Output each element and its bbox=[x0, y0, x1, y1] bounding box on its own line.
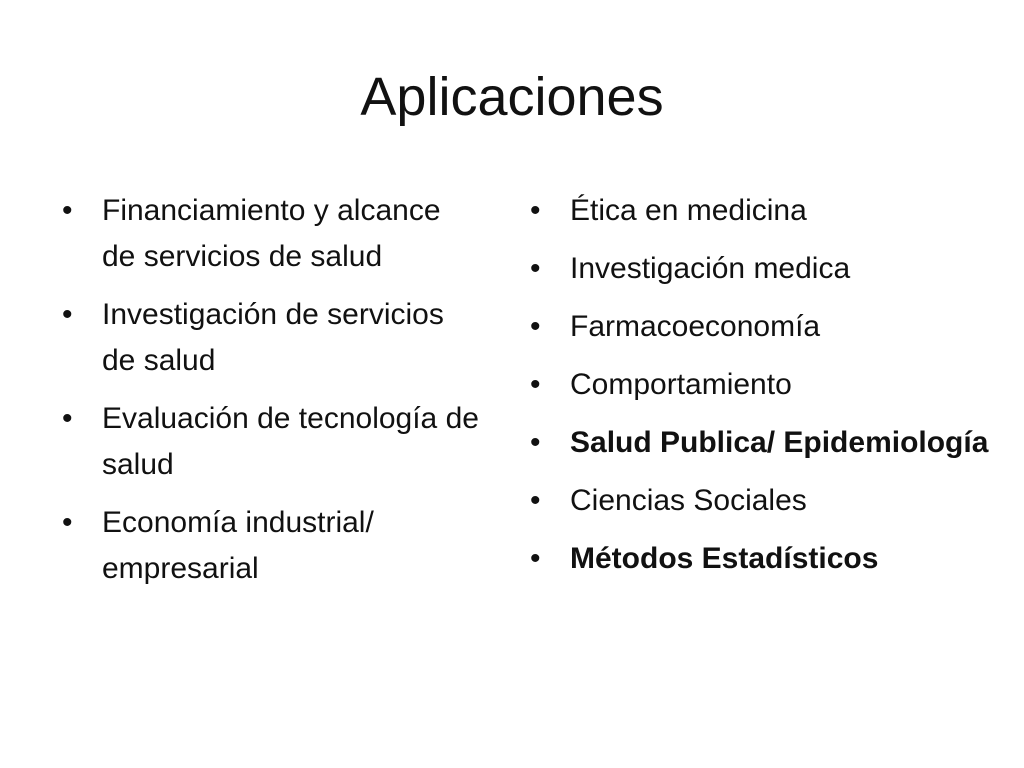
list-item-text: Evaluación de tecnología de salud bbox=[102, 402, 479, 481]
bullet-icon: • bbox=[62, 506, 73, 539]
list-item-text: Salud Publica/ Epidemiología bbox=[570, 426, 989, 459]
list-item-text: Métodos Estadísticos bbox=[570, 542, 879, 575]
list-item bbox=[62, 396, 482, 488]
right-bullet-list bbox=[530, 188, 990, 594]
list-item-text: Farmacoeconomía bbox=[570, 310, 821, 343]
slide-title: Aplicaciones bbox=[360, 67, 664, 127]
list-item bbox=[530, 478, 990, 524]
list-item-text: Investigación medica bbox=[570, 252, 851, 285]
bullet-icon: • bbox=[530, 542, 541, 575]
bullet-icon: • bbox=[530, 252, 541, 285]
list-item bbox=[530, 304, 990, 350]
list-item-text: Investigación de servicios de salud bbox=[102, 298, 444, 377]
list-item bbox=[530, 362, 990, 408]
bullet-icon: • bbox=[530, 310, 541, 343]
bullet-icon: • bbox=[62, 194, 73, 227]
list-item-text: Comportamiento bbox=[570, 368, 792, 401]
list-item bbox=[530, 188, 990, 234]
bullet-icon: • bbox=[62, 402, 73, 435]
list-item bbox=[530, 536, 990, 582]
bullet-icon: • bbox=[530, 426, 541, 459]
bullet-icon: • bbox=[62, 298, 73, 331]
list-item-text: Ciencias Sociales bbox=[570, 484, 807, 517]
bullet-icon: • bbox=[530, 368, 541, 401]
list-item bbox=[62, 500, 482, 592]
bullet-icon: • bbox=[530, 194, 541, 227]
bullet-icon: • bbox=[530, 484, 541, 517]
list-item bbox=[62, 292, 482, 384]
list-item bbox=[530, 420, 990, 466]
list-item bbox=[62, 188, 482, 280]
list-item-text: Ética en medicina bbox=[570, 194, 807, 227]
left-bullet-list bbox=[62, 188, 482, 604]
list-item-text: Economía industrial/ empresarial bbox=[102, 506, 374, 585]
list-item bbox=[530, 246, 990, 292]
list-item-text: Financiamiento y alcance de servicios de salud bbox=[102, 194, 441, 273]
